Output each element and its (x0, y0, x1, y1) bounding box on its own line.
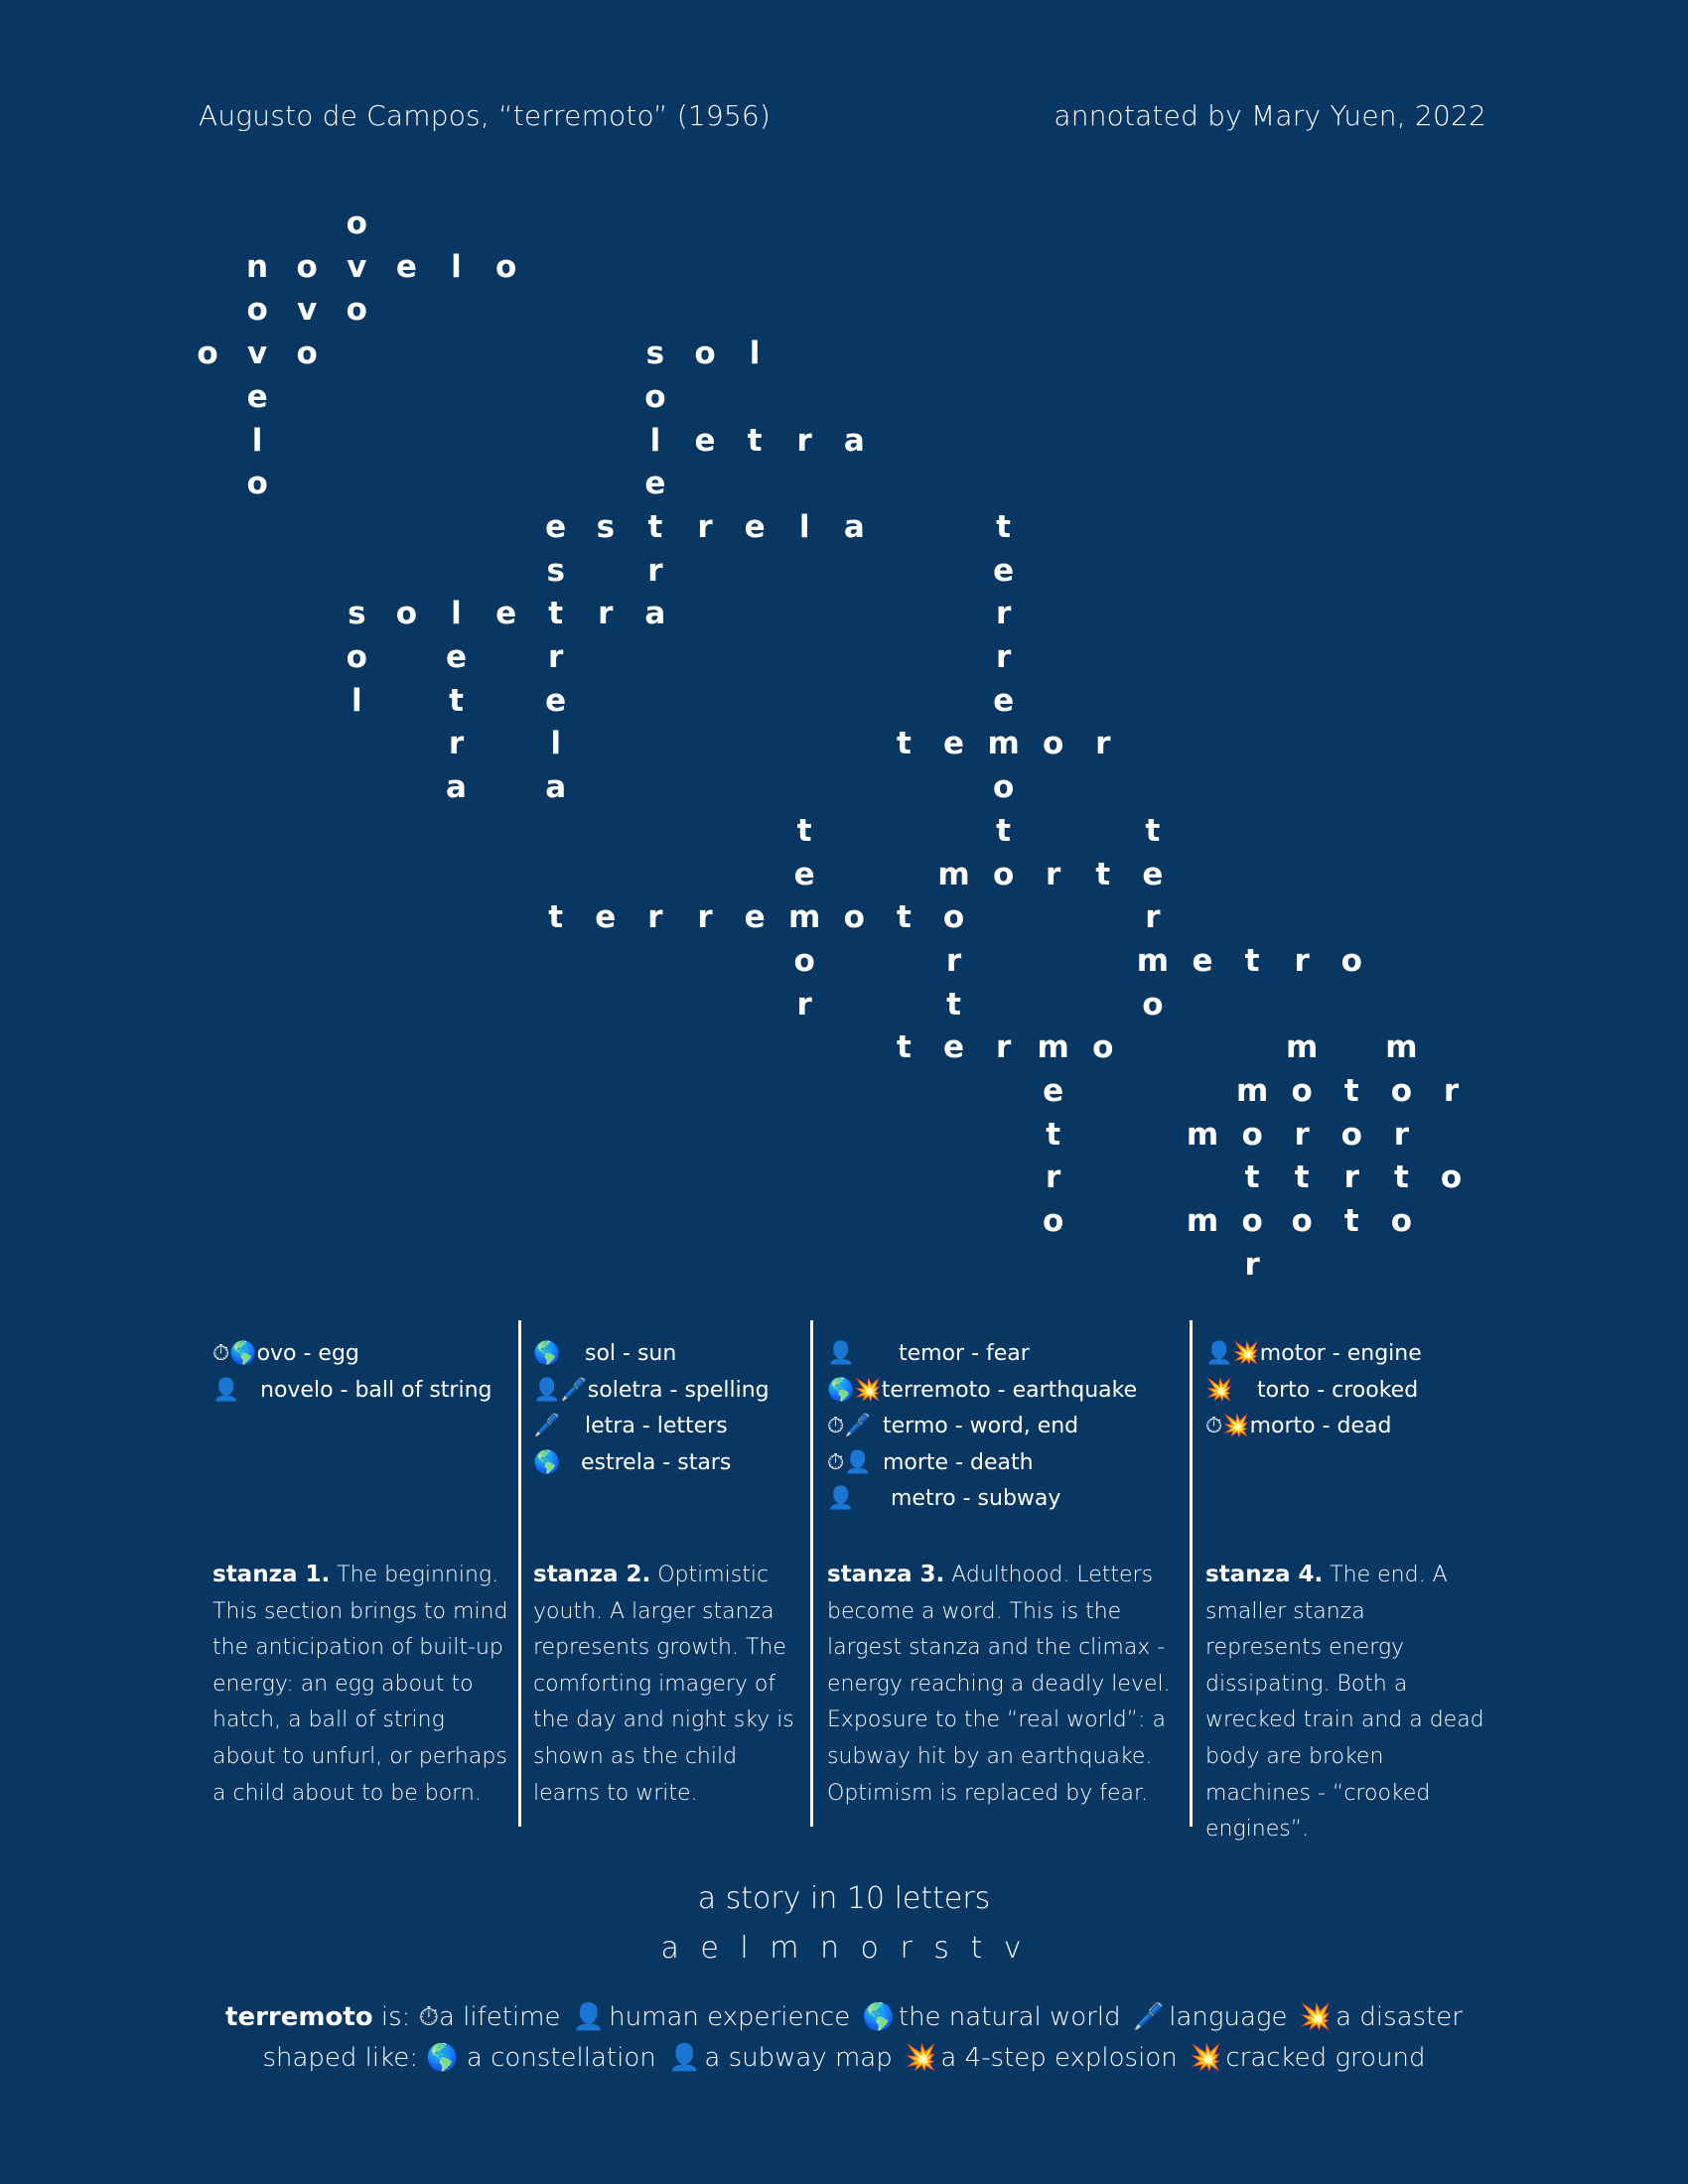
stanza-label: stanza 4. (1205, 1562, 1324, 1587)
poem-letter: r (448, 726, 465, 762)
stopwatch-pen-icon: ⏱🖊️ (827, 1414, 872, 1438)
poem-letter: e (545, 682, 567, 719)
glossary-stanza-2 (533, 1336, 770, 1481)
poem-letter: m (937, 856, 970, 892)
poem-letter: e (495, 596, 517, 632)
poem-letter: r (796, 422, 812, 459)
poem-letter: t (1393, 1160, 1409, 1196)
story-subtitle: a story in 10 letters (697, 1881, 991, 1916)
poem-letter: e (445, 639, 468, 675)
person-icon: 👤 (827, 1341, 855, 1366)
poem-letter: l (798, 508, 810, 545)
poem-letter: l (251, 422, 263, 459)
shape-line: shaped like: 🌎 a constellation 👤 a subway map 💥 a 4-step explosion 💥 cracked ground (262, 2043, 1426, 2073)
poem-letter: o (1092, 1029, 1114, 1066)
poem-letter: t (996, 812, 1011, 849)
poem-letter: r (1244, 1246, 1260, 1283)
poem-letter: o (296, 336, 318, 372)
poem-letter: o (942, 899, 965, 936)
poem-letter: r (697, 899, 713, 936)
stanza-text: Optimistic youth. A larger stanza represents growth. The comforting imagery of the day and night sky is shown as the child learns to write. (533, 1563, 794, 1806)
poem-letter: n (246, 248, 269, 285)
poem-letter: e (1043, 1073, 1064, 1109)
poem-letter: o (793, 942, 815, 979)
poem-letter: t (1343, 1203, 1359, 1240)
poem-letter: r (796, 986, 812, 1023)
stanza-label: stanza 2. (533, 1562, 651, 1587)
poem-letter: r (598, 596, 614, 632)
poem-letter: o (1241, 1116, 1263, 1153)
glossary-stanza-4 (1205, 1336, 1422, 1445)
glossary-stanza-1 (212, 1336, 492, 1409)
poem-letter: o (197, 336, 218, 372)
poem-letter: e (246, 378, 268, 415)
poem-letter: o (246, 292, 268, 329)
poem-letter: e (1192, 942, 1213, 979)
poem-letter: m (1385, 1029, 1418, 1066)
poem-letter: e (694, 422, 716, 459)
pen-icon: 🖊️ (533, 1414, 561, 1438)
poem-letter: r (548, 639, 564, 675)
glossary-item: ⏱🌎ovo - egg (212, 1336, 492, 1373)
poem-letter: r (647, 552, 663, 589)
column-divider (810, 1320, 813, 1827)
poem-letter: t (548, 899, 564, 936)
poem-letter: t (449, 682, 464, 719)
poem-letter: o (1291, 1073, 1313, 1109)
poem-letter: e (993, 552, 1015, 589)
poem-letter: o (1043, 726, 1064, 762)
poem-letter: o (644, 378, 666, 415)
poem-letter: a (446, 769, 467, 806)
poem-letter: a (545, 769, 567, 806)
explosion-icon: 💥 (904, 2043, 937, 2073)
glossary-item: 👤 metro - subway (827, 1481, 1137, 1518)
poem-letter: t (946, 986, 961, 1023)
person-icon: 👤 (668, 2043, 701, 2073)
poem-letter: t (1343, 1073, 1359, 1109)
poem-letter: o (992, 856, 1015, 892)
poem-letter: l (550, 726, 561, 762)
person-icon: 👤 (212, 1377, 240, 1403)
poem-letter: e (744, 508, 766, 545)
glossary-item: 🌎💥terremoto - earthquake (827, 1373, 1137, 1410)
stanza-text: The beginning. This section brings to mind the anticipation of built-up energy: an egg about to hatch, a ball of string about to unfurl, or perhaps a child about to be born. (212, 1563, 508, 1806)
poem-letter: t (1244, 942, 1260, 979)
poem-letter: e (595, 899, 617, 936)
poem-letter: m (788, 899, 821, 936)
poem-letter: t (796, 812, 812, 849)
poem-letter: r (995, 639, 1012, 675)
glossary-stanza-3 (827, 1336, 1137, 1518)
poem-letter: r (647, 899, 663, 936)
poem-attribution: Augusto de Campos, “terremoto” (1956) (199, 99, 771, 132)
person-icon: 👤 (572, 2002, 606, 2032)
stanza-2-description (533, 1557, 799, 1812)
stanza-label: stanza 3. (827, 1562, 945, 1587)
column-divider (1190, 1320, 1193, 1827)
poem-letter: o (296, 248, 318, 285)
poem-letter: s (348, 596, 366, 632)
poem-letter: s (596, 508, 616, 545)
poem-letter: r (1095, 726, 1111, 762)
poem-letter: r (1393, 1116, 1410, 1153)
poem-letter: r (945, 942, 962, 979)
meaning-line: terremoto is: ⏱a lifetime 👤 human experience 🌎 the natural world 🖊️ language 💥 a disaster (225, 2002, 1463, 2032)
poem-letter: o (1340, 942, 1362, 979)
stopwatch-globe-icon: ⏱🌎 (212, 1341, 257, 1366)
poem-letter: s (645, 336, 665, 372)
poem-letter: e (1142, 856, 1164, 892)
poem-letter: e (744, 899, 766, 936)
poem-letter: m (987, 726, 1020, 762)
poem-letter: o (992, 769, 1015, 806)
poem-letter: t (996, 508, 1011, 545)
poem-letter: r (1145, 899, 1161, 936)
explosion-icon: 💥 (1205, 1377, 1233, 1403)
poem-letter: o (1142, 986, 1164, 1023)
poem-letter: o (1241, 1203, 1263, 1240)
poem-letter: e (942, 726, 965, 762)
poem-letter: o (694, 336, 716, 372)
poem-letter: r (1343, 1160, 1359, 1196)
globe-icon: 🌎 (426, 2043, 459, 2073)
poem-letter: o (1043, 1203, 1064, 1240)
poem-letter: o (395, 596, 418, 632)
glossary-item: 🌎 estrela - stars (533, 1445, 770, 1482)
globe-icon: 🌎 (533, 1449, 561, 1475)
poem-letter: t (1294, 1160, 1310, 1196)
glossary-item: 💥 torto - crooked (1205, 1373, 1422, 1410)
stopwatch-icon: ⏱ (418, 2002, 439, 2032)
globe-icon: 🌎 (533, 1341, 561, 1366)
stanza-text: The end. A smaller stanza represents energy dissipating. Both a wrecked train and a dead body are broken machines - “crooked engines”. (1205, 1563, 1484, 1843)
poem-letter: r (697, 508, 713, 545)
annotator-credit: annotated by Mary Yuen, 2022 (1054, 99, 1486, 132)
poem-letter: o (346, 639, 367, 675)
poem-letter: m (1037, 1029, 1069, 1066)
stanza-label: stanza 1. (212, 1562, 331, 1587)
poem-letter: t (747, 422, 763, 459)
pen-icon: 🖊️ (1132, 2002, 1166, 2032)
poem-letter: o (1390, 1203, 1413, 1240)
glossary-item: 👤💥motor - engine (1205, 1336, 1422, 1373)
poem-letter: e (395, 248, 417, 285)
poem-letter: v (297, 292, 318, 329)
poem-letter: m (1136, 942, 1170, 979)
stanza-text: Adulthood. Letters become a word. This is the largest stanza and the climax - energy reaching a deadly level. Exposure to the “real world”: a subway hit by an earthquake. Optimism is replaced by fear. (827, 1563, 1171, 1806)
poem-letter: s (546, 552, 565, 589)
poem-letter: o (346, 205, 367, 241)
poem-letter: e (644, 466, 666, 502)
glossary-item: 👤 novelo - ball of string (212, 1373, 492, 1410)
poem-letter: t (896, 1029, 912, 1066)
poem-letter: m (1186, 1203, 1219, 1240)
person-icon: 👤 (827, 1486, 855, 1511)
column-divider (518, 1320, 521, 1827)
keyword: terremoto (225, 2002, 373, 2032)
glossary-item: 👤 temor - fear (827, 1336, 1137, 1373)
poem-letter: t (1145, 812, 1161, 849)
poem-letter: r (995, 1029, 1012, 1066)
poem-letter: m (1186, 1116, 1219, 1153)
poem-letter: t (1244, 1160, 1260, 1196)
stanza-1-description (212, 1557, 510, 1812)
poem-letter: l (649, 422, 661, 459)
poem-letter: o (1291, 1203, 1313, 1240)
poem-letter: r (1294, 1116, 1310, 1153)
poem-letter: v (347, 248, 367, 285)
globe-explosion-icon: 🌎💥 (827, 1377, 882, 1403)
poem-letter: t (548, 596, 564, 632)
explosion-icon: 💥 (1299, 2002, 1333, 2032)
glossary-item: ⏱👤 morte - death (827, 1445, 1137, 1482)
glossary-item: 🌎 sol - sun (533, 1336, 770, 1373)
poem-letter: t (1095, 856, 1111, 892)
poem-letter: o (1340, 1116, 1362, 1153)
poem-letter: l (351, 682, 362, 719)
poem-letter: t (896, 726, 912, 762)
poem-letter: t (647, 508, 663, 545)
poem-letter: o (1390, 1073, 1413, 1109)
poem-letter: o (843, 899, 865, 936)
stanza-3-description (827, 1557, 1181, 1812)
poem-letter: e (545, 508, 567, 545)
poem-letter: a (843, 422, 865, 459)
explosion-icon: 💥 (1189, 2043, 1222, 2073)
poem-letter: r (995, 596, 1012, 632)
poem-letter: a (843, 508, 865, 545)
poem-letter: r (1046, 1160, 1061, 1196)
globe-icon: 🌎 (862, 2002, 895, 2032)
stopwatch-explosion-icon: ⏱💥 (1205, 1414, 1250, 1438)
poem-letter: m (1286, 1029, 1319, 1066)
poem-letter: m (1235, 1073, 1269, 1109)
poem-letter: r (1443, 1073, 1460, 1109)
letter-set: a e l m n o r s t v (660, 1931, 1028, 1966)
person-explosion-icon: 👤💥 (1205, 1341, 1260, 1366)
poem-letter: e (993, 682, 1015, 719)
glossary-item: 👤🖊️soletra - spelling (533, 1373, 770, 1410)
poem-letter: o (494, 248, 517, 285)
poem-letter: o (1440, 1160, 1463, 1196)
poem-letter: e (793, 856, 815, 892)
poem-letter: t (896, 899, 912, 936)
glossary-item: ⏱💥morto - dead (1205, 1409, 1422, 1445)
poem-letter: r (1046, 856, 1061, 892)
poem-letter: r (1294, 942, 1310, 979)
glossary-item: ⏱🖊️ termo - word, end (827, 1409, 1137, 1445)
poem-letter: l (451, 596, 462, 632)
poem-letter: a (644, 596, 666, 632)
poem-letter: l (749, 336, 761, 372)
glossary-item: 🖊️ letra - letters (533, 1409, 770, 1445)
poem-letter: v (246, 336, 268, 372)
stanza-4-description (1205, 1557, 1487, 1848)
poem-letter: o (346, 292, 367, 329)
poem-letter: o (246, 466, 268, 502)
person-pen-icon: 👤🖊️ (533, 1377, 588, 1403)
poem-letter: l (451, 248, 462, 285)
poem-letter: t (1046, 1116, 1061, 1153)
poem-letter: e (942, 1029, 965, 1066)
stopwatch-person-icon: ⏱👤 (827, 1449, 872, 1475)
